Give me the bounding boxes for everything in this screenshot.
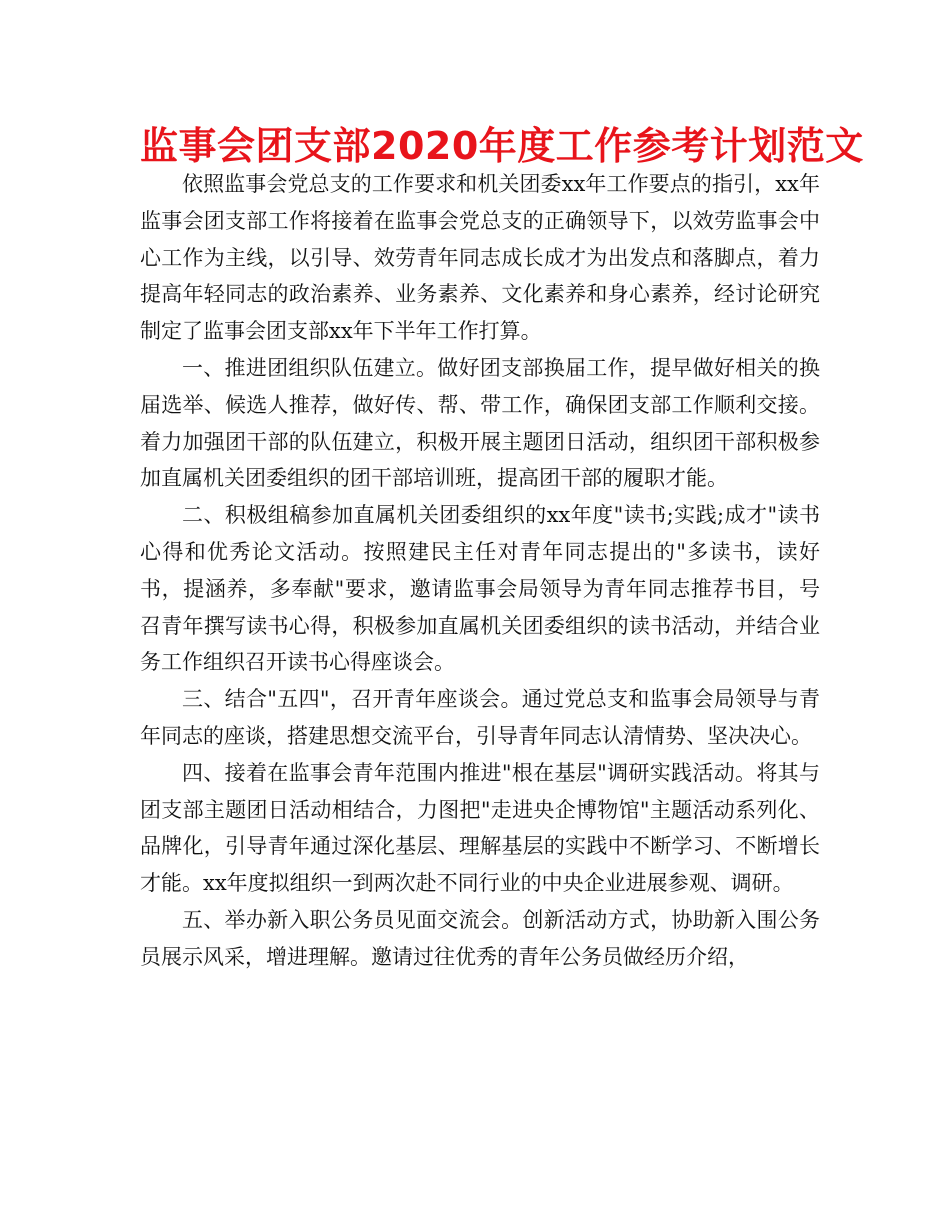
- paragraph-section-5: 五、举办新入职公务员见面交流会。创新活动方式，协助新入围公务员展示风采，增进理解。邀请过往优秀的青年公务员做经历介绍，: [140, 907, 820, 969]
- paragraph-intro: 依照监事会党总支的工作要求和机关团委xx年工作要点的指引，xx年监事会团支部工作将接着在监事会党总支的正确领导下，以效劳监事会中心工作为主线，以引导、效劳青年同志成长成才为出发点和落脚点，着力提高年轻同志的政治素养、业务素养、文化素养和身心素养，经讨论研究制定了监事会团支部xx年下半年工作打算。: [140, 172, 820, 344]
- paragraph-section-1: 一、推进团组织队伍建立。做好团支部换届工作，提早做好相关的换届选举、候选人推荐，做好传、帮、带工作，确保团支部工作顺利交接。着力加强团干部的队伍建立，积极开展主题团日活动，组织团干部积极参加直属机关团委组织的团干部培训班，提高团干部的履职才能。: [140, 355, 820, 491]
- paragraph-section-3: 三、结合"五四"，召开青年座谈会。通过党总支和监事会局领导与青年同志的座谈，搭建思想交流平台，引导青年同志认清情势、坚决决心。: [140, 687, 820, 748]
- paragraph-section-4: 四、接着在监事会青年范围内推进"根在基层"调研实践活动。将其与团支部主题团日活动相结合，力图把"走进央企博物馆"主题活动系列化、品牌化，引导青年通过深化基层、理解基层的实践中不断学习、不断增长才能。xx年度拟组织一到两次赴不同行业的中央企业进展参观、调研。: [140, 760, 820, 896]
- document-title: 监事会团支部2020年度工作参考计划范文: [140, 124, 864, 168]
- paragraph-section-2: 二、积极组稿参加直属机关团委组织的xx年度"读书;实践;成才"读书心得和优秀论文活动。按照建民主任对青年同志提出的"多读书，读好书，提涵养，多奉献"要求，邀请监事会局领导为青年同志推荐书目，号召青年撰写读书心得，积极参加直属机关团委组织的读书活动，并结合业务工作组织召开读书心得座谈会。: [140, 503, 820, 675]
- document-body: [140, 166, 820, 976]
